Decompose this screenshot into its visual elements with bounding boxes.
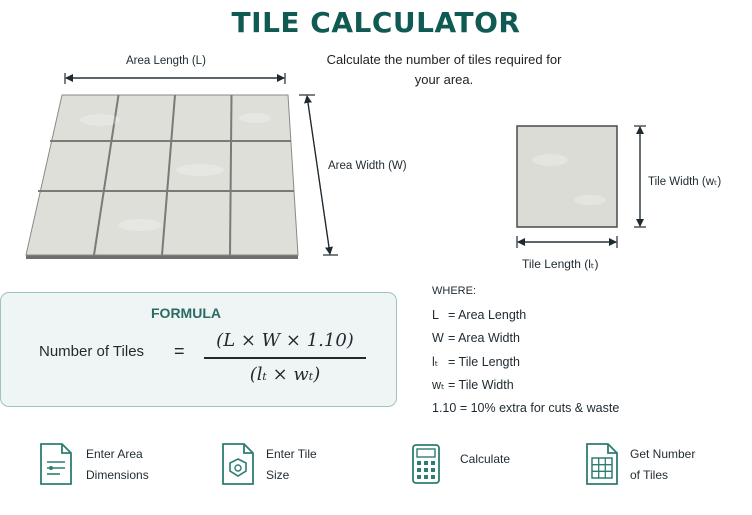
definition-item xyxy=(432,308,526,322)
area-width-arrow xyxy=(299,95,338,255)
formula-equals: = xyxy=(174,341,185,361)
tile-width-arrow xyxy=(634,126,646,227)
area-floor xyxy=(26,95,298,259)
calculator-icon xyxy=(408,442,444,486)
definition-item xyxy=(432,331,520,345)
step-label-line: Get Number xyxy=(630,447,696,461)
definition-meaning: = Tile Width xyxy=(448,378,514,392)
definition-item xyxy=(432,377,514,392)
area-length-arrow xyxy=(65,73,285,84)
step-label-line: Calculate xyxy=(460,452,511,466)
formula-numerator: (L × W × 1.10) xyxy=(216,330,354,351)
definition-meaning: = 10% extra for cuts & waste xyxy=(459,401,620,415)
tile-length-label: Tile Length (lₜ) xyxy=(522,257,599,271)
area-width-label: Area Width (W) xyxy=(328,160,407,172)
step-get-number xyxy=(584,442,620,491)
area-length-label: Area Length (L) xyxy=(126,55,206,67)
step-label-enter-tile xyxy=(266,444,317,486)
formula-lhs: Number of Tiles xyxy=(39,343,145,360)
tile-width-label: Tile Width (wₜ) xyxy=(648,176,722,188)
step-enter-area xyxy=(38,442,74,491)
definition-symbol: lₜ xyxy=(432,355,439,369)
definition-symbol: 1.10 xyxy=(432,401,457,415)
document-lines-icon xyxy=(38,442,74,486)
step-label-enter-area xyxy=(86,444,149,486)
step-label-line: Enter Area xyxy=(86,447,143,461)
document-tile-icon xyxy=(220,442,256,486)
definition-meaning: = Area Width xyxy=(448,331,520,345)
step-label-get-number xyxy=(630,444,695,486)
step-label-line: of Tiles xyxy=(630,468,669,482)
formula-box xyxy=(0,292,397,407)
definition-item xyxy=(432,354,520,369)
definition-symbol: L xyxy=(432,308,439,322)
step-label-line: Dimensions xyxy=(86,468,149,482)
page-title: TILE CALCULATOR xyxy=(231,6,521,39)
step-label-calculate xyxy=(460,449,510,470)
step-calculate xyxy=(408,442,444,491)
definition-meaning: = Tile Length xyxy=(448,355,520,369)
grid-document-icon xyxy=(584,442,620,486)
page-subtitle: Calculate the number of tiles required for your area. xyxy=(326,52,562,87)
definition-meaning: = Area Length xyxy=(448,308,527,322)
formula-heading: FORMULA xyxy=(151,305,221,321)
step-enter-tile xyxy=(220,442,256,491)
single-tile xyxy=(517,126,617,227)
definition-symbol: W xyxy=(432,331,444,345)
definition-symbol: wₜ xyxy=(432,378,445,392)
step-label-line: Size xyxy=(266,468,290,482)
fraction-bar xyxy=(204,357,366,359)
step-label-line: Enter Tile xyxy=(266,447,317,461)
tile-length-arrow xyxy=(517,236,617,248)
formula-denominator: (lₜ × wₜ) xyxy=(249,364,321,385)
where-heading: WHERE: xyxy=(432,285,476,297)
definition-item xyxy=(432,401,619,415)
